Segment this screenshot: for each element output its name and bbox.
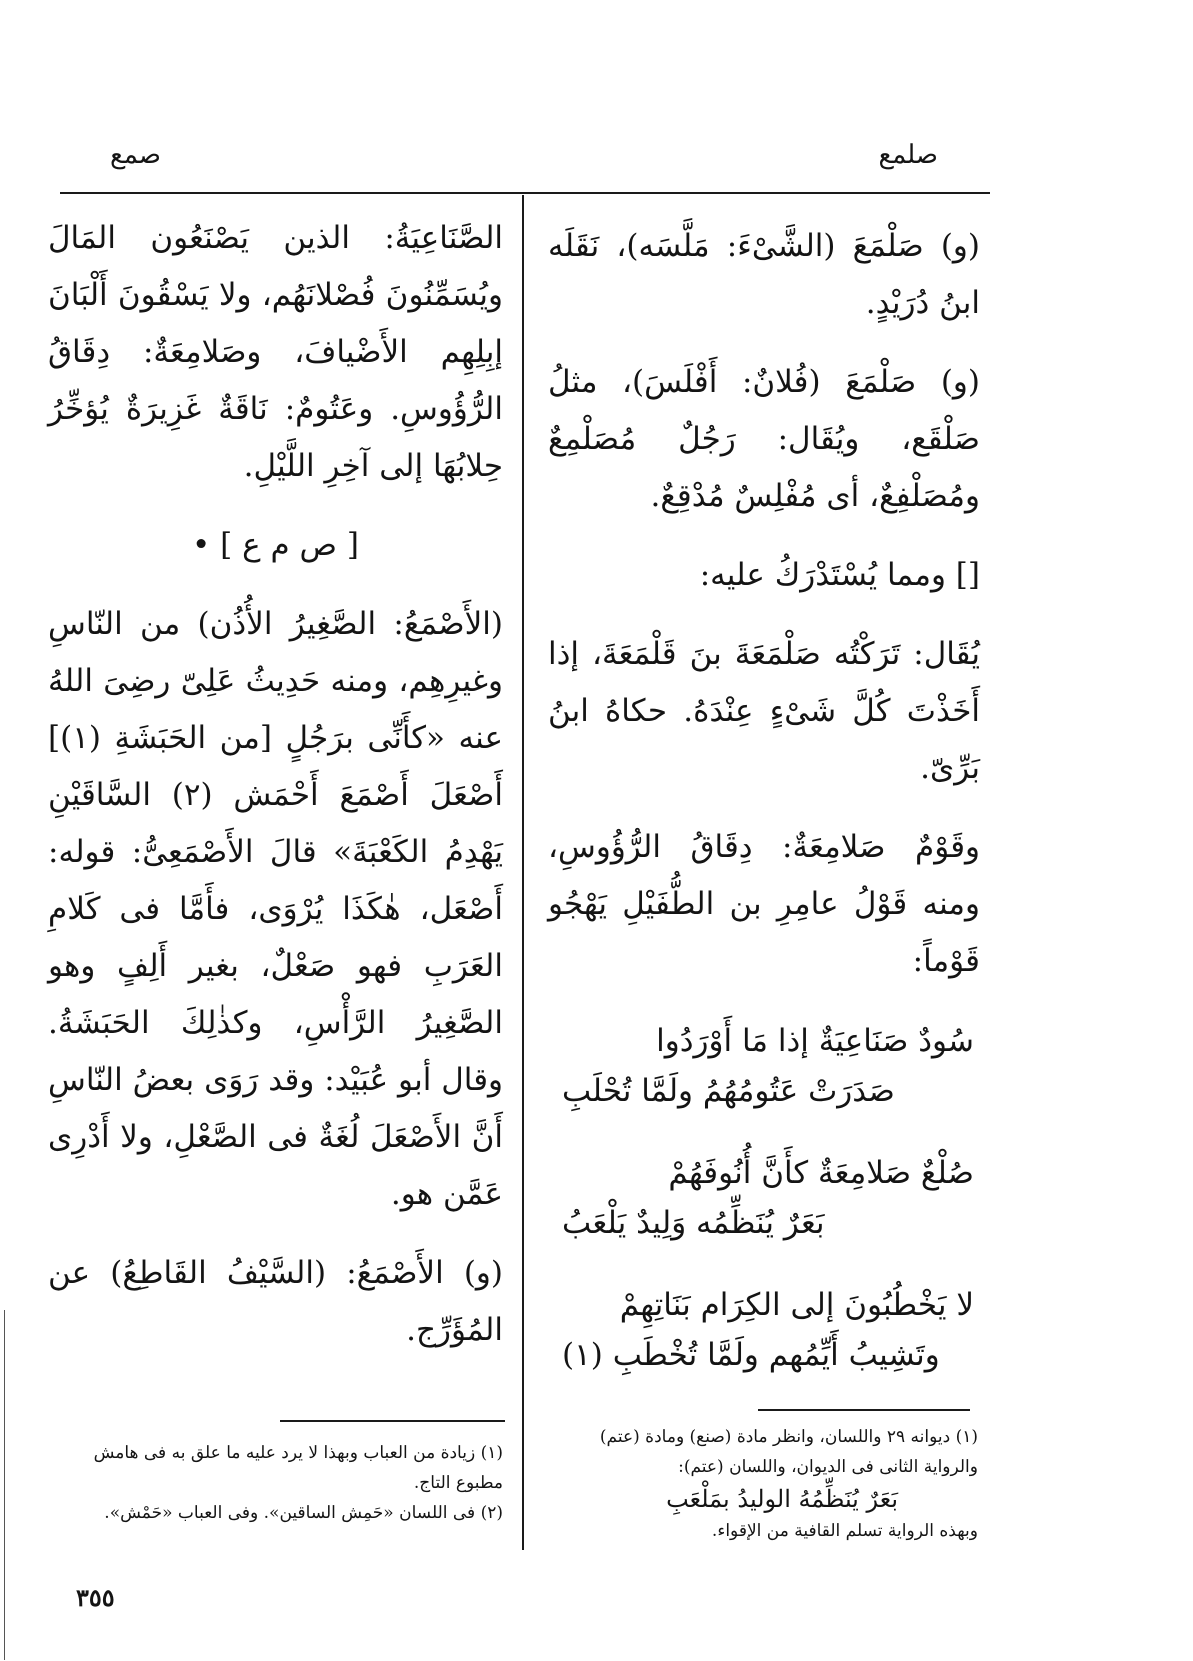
- entry-paragraph: (و) صَلْمَعَ (فُلانٌ: أَفْلَسَ)، مثلُ صَلْقَع، ويُقَال: رَجُلٌ مُصَلْمِعٌ ومُصَلْفِعٌ، أى مُفْلِسٌ مُدْقِعٌ.: [548, 364, 980, 514]
- verse-first-hemistich: صُلْعٌ صَلامِعَةٌ كأَنَّ أُنُوفَهُمْ: [668, 1155, 974, 1191]
- right-footnotes: [548, 1422, 978, 1546]
- footnote: وبهذه الرواية تسلم القافية من الإقواء.: [711, 1521, 978, 1541]
- left-column: [48, 210, 503, 1359]
- page-number: ٣٥٥: [76, 1583, 115, 1612]
- verse-first-hemistich: سُودٌ صَنَاعِيَةٌ إذا مَا أَوْرَدُوا: [656, 1023, 974, 1059]
- poem-verse: [548, 1280, 980, 1380]
- poem-verse: [548, 1148, 980, 1248]
- footnote-verse: بَعَرٌ يُنَظِّمُهُ الوليدُ بمَلْعَبِ: [666, 1485, 898, 1513]
- supplement-heading: [] ومما يُسْتَدْرَكُ عليه:: [699, 557, 980, 593]
- footnote-rule: [758, 1409, 970, 1411]
- poem-verse: [548, 1016, 980, 1116]
- right-column: [548, 218, 980, 1380]
- column-divider: [522, 195, 524, 1550]
- footnote: (١) زيادة من العباب وبهذا لا يرد عليه ما علق به فى هامش مطبوع التاج.: [93, 1443, 503, 1493]
- verse-second-hemistich: صَدَرَتْ عَتُومُهُمُ ولَمَّا تُحْلَبِ: [562, 1073, 895, 1109]
- header-entry-word-right: صلمع: [878, 140, 938, 170]
- margin-line: [4, 1310, 5, 1660]
- left-footnotes: [48, 1438, 503, 1528]
- header-rule: [60, 192, 990, 194]
- header-entry-word-left: صمع: [110, 140, 161, 170]
- entry-paragraph: وقَوْمٌ صَلامِعَةٌ: دِقَاقُ الرُّؤُوسِ، ومنه قَوْلُ عامِرِ بن الطُّفَيْلِ يَهْجُو قَوْماً:: [548, 829, 980, 979]
- verse-second-hemistich: وتَشِيبُ أَيِّمُهم ولَمَّا تُخْطَبِ (١): [562, 1337, 940, 1373]
- entry-paragraph: الصَّنَاعِيَةُ: الذين يَصْنَعُون المَالَ ويُسَمِّنُونَ فُصْلانَهُم، ولا يَسْقُونَ أَلْبَانَ إبِلِهِم الأَضْيافَ، وصَلامِعَةٌ: دِقَاقُ الرُّؤُوسِ. وعَتُومٌ: نَاقَةٌ غَزِيرَةٌ يُؤخِّرُ حِلابُهَا إلى آخِرِ اللَّيْلِ.: [48, 220, 503, 484]
- footnote: (٢) فى اللسان «حَمِش الساقين». وفى العباب «حَمْش».: [104, 1503, 503, 1523]
- entry-paragraph: (الأَصْمَعُ: الصَّغِيرُ الأُذُن) من النّاسِ وغيرِهِم، ومنه حَدِيثُ عَلِىّ رضِىَ اللهُ عنه «كأَنِّى برَجُلٍ [من الحَبَشَةِ (١)] أَصْعَلَ أَصْمَعَ أَحْمَش (٢) السَّاقَيْنِ يَهْدِمُ الكَعْبَةَ» قالَ الأَصْمَعِىُّ: قوله: أَصْعَل، هٰكَذَا يُرْوَى، فأَمَّا فى كَلامِ العَرَبِ فهو صَعْلٌ، بغير أَلِفٍ وهو الصَّغِيرُ الرَّأْسِ، وكذٰلِكَ الحَبَشَةُ. وقال أبو عُبَيْد: وقد رَوَى بعضُ النّاسِ أَنَّ الأَصْعَلَ لُغَةٌ فى الصَّعْلِ، ولا أَدْرِى عَمَّن هو.: [48, 606, 503, 1212]
- footnote: (١) ديوانه ٢٩ واللسان، وانظر مادة (صنع) ومادة (عتم) والرواية الثانى فى الديوان، واللسان (عتم):: [599, 1427, 978, 1477]
- section-heading: [ ص م ع ] •: [192, 527, 359, 563]
- verse-first-hemistich: لا يَخْطُبُونَ إلى الكِرَام بَنَاتِهِمْ: [619, 1287, 974, 1323]
- verse-second-hemistich: بَعَرٌ يُنَظِّمُه وَلِيدٌ يَلْعَبُ: [562, 1205, 825, 1241]
- entry-paragraph: (و) صَلْمَعَ (الشَّىْءَ: مَلَّسَه)، نَقَلَه ابنُ دُرَيْدٍ.: [548, 228, 980, 321]
- entry-paragraph: (و) الأَصْمَعُ: (السَّيْفُ القَاطِعُ) عن المُؤَرِّج.: [48, 1255, 503, 1348]
- footnote-rule: [280, 1420, 505, 1422]
- entry-paragraph: يُقَال: تَرَكْتُه صَلْمَعَةَ بنَ قَلْمَعَةَ، إذا أَخَذْتَ كُلَّ شَىْءٍ عِنْدَهُ. حكاهُ ابنُ بَرِّىّ.: [548, 636, 980, 786]
